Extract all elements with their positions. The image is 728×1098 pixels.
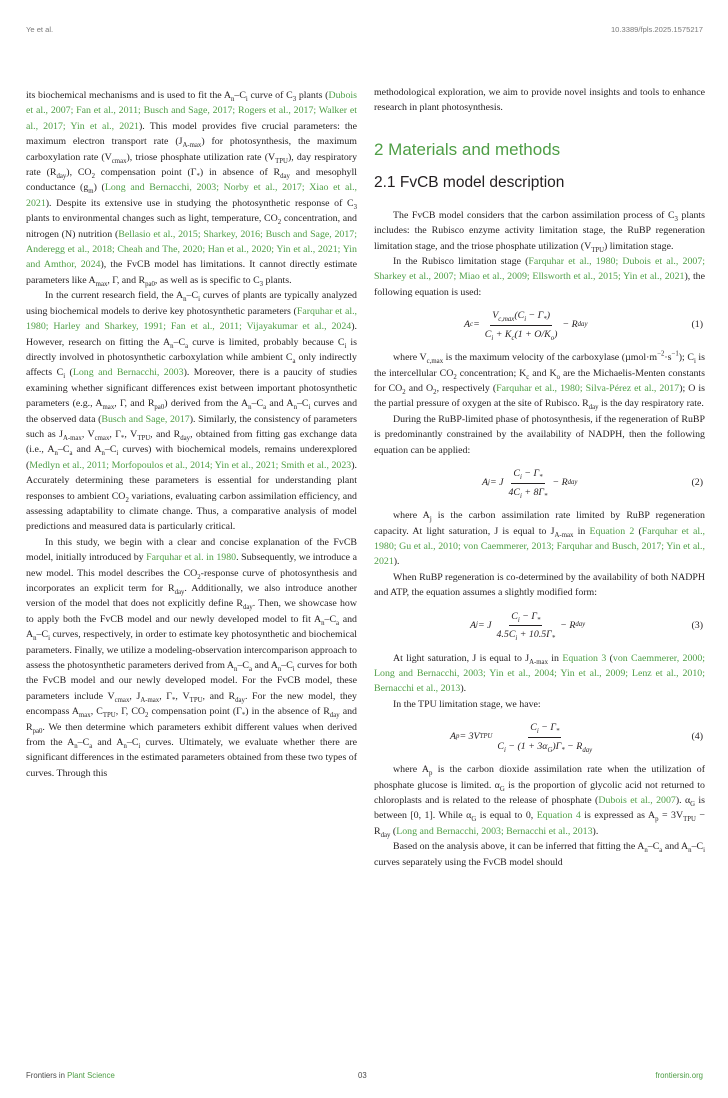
fraction — [483, 308, 560, 342]
subscript: 3 — [259, 280, 264, 288]
subscript: TPU — [683, 816, 696, 824]
fraction — [494, 609, 557, 643]
equation-body: A c = $\frac{V_{c,max}(C_i - \Gamma_*)}{C_i + K_c(1 + O/K_o)}$ − R day — [464, 310, 588, 342]
subscript: TPU — [275, 157, 288, 165]
citation-link[interactable]: Long and Bernacchi, 2003; Bernacchi et al., 2013 — [396, 825, 593, 837]
subscript: a — [69, 450, 73, 458]
subscript: pa0 — [154, 404, 165, 412]
subscript: m — [88, 188, 94, 196]
paragraph: In the current research field, the $A_n-C_i$ curves of plants are typically analyzed using biochemical models to derive key photosynthetic parameters (Farquhar et al., 1980; Harley and Sharkey, 1991; Fan et al., 2011; Vijayakumar et al., 2024). However, research on fitting the $A_n-C_a$ curve is limited, probably because $C_i$ is directly involved in photosynthetic carboxylation while ambient $C_a$ only indirectly affects $C_i$ (Long and Bernacchi, 2003). Moreover, there is a paucity of studies examining whether significant differences exist between important photosynthetic parameters (e.g., $A_{max}$, Γ, and $R_{pa0}$) derived from the $A_n-C_a$ and $A_n-C_i$ curves and the observed data (Busch and Sage, 2017). Similarly, the consistency of parameters such as $J_{A-max}$, $V_{cmax}$, $\Gamma_*$, $V_{TPU}$, and $R_{day}$, obtained from fitting gas exchange data (i.e., $A_n-C_a$ and $A_n-C_i$ curves) with biochemical models, remains underexplored (Medlyn et al., 2011; Morfopoulos et al., 2014; Yin et al., 2021; Smith et al., 2023). Accurately determining these parameters is essential for understanding plant responses to ambient $CO_2$ variations, evaluating carbon assimilation efficiency, and assessing adaptability to climate change. Thus, a comparative analysis of model predictions and measured data is particularly critical. — [26, 290, 358, 533]
subscript: a — [292, 357, 296, 365]
subscript: TPU — [591, 246, 605, 254]
citation-link[interactable]: Equation 4 — [536, 810, 581, 822]
citation-link[interactable]: Busch and Sage, 2017 — [101, 413, 190, 425]
subscript: 3 — [353, 203, 357, 211]
citation-link[interactable]: Long and Bernacchi, 2003 — [72, 367, 184, 379]
subscript: * — [561, 746, 565, 754]
subscript: a — [263, 404, 267, 412]
subscript: 2 — [91, 173, 95, 180]
subscript: max — [79, 712, 91, 720]
paragraph: When RuBP regeneration is co-determined by the availability of both NADPH and ATP, the equation assumes a slightly modified form: — [374, 571, 705, 599]
subscript: i — [536, 728, 539, 736]
citation-link[interactable]: Long and Bernacchi, 2003; Norby et al., 2017; Xiao et al., 2021 — [26, 182, 358, 209]
subscript: a — [89, 743, 93, 751]
denominator: $C_i + K_c(1 + O/K_o)$ — [484, 328, 558, 342]
subscript: G — [471, 816, 477, 824]
subscript: day — [180, 434, 191, 442]
subscript: 2 — [277, 219, 282, 227]
paragraph: where $A_p$ is the carbon dioxide assimilation rate when the utilization of phosphate glucose is limited. $\alpha_G$ is the proportion of glycolic acid not returned to chloroplasts and is related to the release of phosphate (Dubois et al., 2007). $\alpha_G$ is between [0, 1]. While $\alpha_G$ is equal to 0, Equation 4 is expressed as $A_p = 3V_{TPU} - R_{day}$ (Long and Bernacchi, 2003; Bernacchi et al., 2013). — [374, 764, 706, 839]
paragraph: where $A_j$ is the carbon assimilation rate limited by RuBP regeneration capacity. At light saturation, J is equal to $J_{A-max}$ in Equation 2 (Farquhar et al., 1980; Gu et al., 2010; von Caemmerer, 2013; Farquhar and Busch, 2017; Yin et al., 2021). — [374, 510, 706, 568]
subscript: n — [321, 619, 325, 627]
equation-body: A j = J $\frac{C_i - \Gamma_*}{4C_i + 8\Gamma_*}$ − R day — [482, 468, 578, 500]
subscript: i — [517, 616, 520, 624]
numerator: $C_i - \Gamma_*$ — [528, 720, 561, 737]
subscript: i — [504, 746, 506, 754]
subscript: TPU — [137, 434, 151, 442]
subscript: n — [74, 743, 78, 751]
subscript: i — [198, 296, 200, 304]
subscript: i — [48, 635, 50, 643]
subscript: day — [280, 173, 290, 180]
subscript: * — [172, 696, 176, 704]
denominator: $C_i - (1 + 3\alpha_G)\Gamma_* - R_{day}$ — [497, 740, 593, 754]
subscript: n — [33, 635, 37, 643]
subscript: i — [520, 474, 522, 482]
equation — [374, 607, 705, 643]
subscript: i — [344, 342, 347, 350]
subscript: n — [54, 450, 58, 458]
right-column — [374, 85, 705, 870]
subscript: o — [556, 373, 560, 381]
subscript: a — [185, 342, 189, 350]
citation-link[interactable]: von Caemmerer, 2000; Long and Bernacchi, 2003; Yin et al., 2004; Yin et al., 2009; Lenz et al., 2010; Bernacchi et al., 2013 — [374, 652, 706, 695]
citation-link[interactable]: Farquhar et al., 1980; Gu et al., 2010; von Caemmerer, 2013; Farquhar and Busch, 2017; Yin et al., 2021 — [374, 525, 706, 568]
subscript: TPU — [189, 696, 203, 704]
subscript: A-max — [554, 531, 574, 539]
subscript: n — [170, 342, 174, 350]
subscript: A-max — [140, 696, 160, 704]
subscript: TPU — [102, 712, 116, 720]
running-header-doi: 10.3389/fpls.2025.1575217 — [610, 25, 703, 34]
subscript: c,max — [426, 358, 444, 366]
fraction — [506, 466, 549, 500]
numerator: $C_i - \Gamma_*$ — [511, 466, 544, 483]
equation-number: (3) — [691, 619, 703, 631]
subscript: 3 — [674, 215, 678, 223]
subscript: A-max — [529, 658, 548, 666]
subscript: G — [499, 785, 505, 793]
running-header-authors: Ye et al. — [26, 25, 54, 34]
subscript: n — [688, 847, 692, 855]
subscript: n — [248, 404, 252, 412]
subscript: i — [308, 404, 311, 412]
equation-number: (2) — [691, 477, 703, 489]
subscript: n — [101, 450, 105, 458]
paragraph: where $V_{c,max}$ is the maximum velocity of the carboxylase $(\mu mol\cdot m^{-2}\cdot s^{-1})$; $C_i$ is the intercellular $CO_2$ concentration; $K_c$ and $K_o$ are the Michaelis-Menten constants for $CO_2$ and $O_2$, respectively (Farquhar et al., 1980; Silva-Pérez et al., 2017); O is the partial pressure of oxygen at the site of Rubisco. $R_{day}$ is the day respiratory rate. — [374, 350, 706, 412]
subscript: i — [491, 334, 494, 342]
subscript: max — [95, 280, 108, 288]
subscript: * — [543, 316, 547, 324]
subscript: i — [515, 634, 518, 642]
equation — [374, 306, 705, 342]
subscript: * — [120, 434, 125, 442]
subscript: * — [544, 492, 548, 500]
subscript: n — [234, 666, 238, 673]
subscript: o — [550, 334, 555, 342]
subscript: * — [196, 173, 200, 180]
equation-body: A p = 3V TPU $\frac{C_i - \Gamma_*}{C_i - (1 + 3\alpha_G)\Gamma_* - R_{day}}$ — [450, 722, 593, 754]
paragraph: methodological exploration, we aim to provide novel insights and tools to enhance research in plant photosynthesis. — [374, 87, 705, 114]
equation — [374, 464, 705, 500]
subscript: day — [56, 173, 67, 180]
subscript: n — [293, 404, 297, 412]
subscript: day — [380, 831, 391, 839]
subscript: * — [555, 728, 560, 736]
subscript: i — [245, 95, 248, 103]
denominator: $4.5C_i + 10.5\Gamma_*$ — [496, 628, 556, 642]
footer-journal — [26, 1071, 115, 1080]
subscript: G — [690, 800, 696, 808]
subscript: pa0 — [145, 280, 155, 288]
paragraph: In this study, we begin with a clear and concise explanation of the FvCB model, initially introduced by Farquhar et al. in 1980. Subsequently, we introduce a new model. This model describes the $CO_2$-response curve of photosynthesis and incorporates an explicit term for $R_{day}$. Additionally, we also introduce another version of the model that does not explicitly define $R_{day}$. Then, we showcase how to apply both the FvCB model and our newly developed model to fit $A_n-C_a$ and $A_n-C_i$ curves, respectively, in order to estimate key photosynthetic and biochemical parameters. Finally, we utilize a modeling-observation intercomparison approach to assess the photosynthetic parameters derived from $A_n-C_a$ and $A_n-C_i$ curves for both the FvCB model and our newly developed model. For the FvCB model, these parameters include $V_{cmax}$, $J_{A-max}$, $\Gamma_*$, $V_{TPU}$, and $R_{day}$. For the new model, they encompass $A_{max}$, $C_{TPU}$, Γ, $CO_2$ compensation point $(\Gamma_*)$ in the absence of $R_{day}$ and $R_{pa0}$. We then determine which parameters exhibit different values when derived from the $A_n-C_a$ and $A_n-C_i$ curves. Ultimately, we evaluate whether there are significant differences in the estimated parameters obtained from these two types of curves. Through this — [26, 536, 358, 779]
subscript: c — [511, 334, 515, 342]
paragraph: At light saturation, J is equal to $J_{A-max}$ in Equation 3 (von Caemmerer, 2000; Long and Bernacchi, 2003; Yin et al., 2004; Yin et al., 2009; Lenz et al., 2010; Bernacchi et al., 2013). — [374, 652, 706, 695]
subscript: n — [644, 847, 648, 855]
subscript: max — [102, 404, 115, 412]
page-number: 03 — [358, 1071, 367, 1080]
paragraph: In the Rubisco limitation stage (Farquhar et al., 1980; Dubois et al., 2007; Sharkey et al., 2007; Miao et al., 2009; Ellsworth et al., 2015; Yin et al., 2021), the following equation is used: — [374, 256, 706, 298]
subscript: * — [241, 712, 246, 720]
subscript: day — [174, 588, 185, 596]
subscript: 3 — [292, 95, 297, 103]
subscript: n — [230, 95, 235, 103]
subscript: day — [329, 712, 340, 720]
subscript: j — [429, 516, 432, 524]
paragraph: In the TPU limitation stage, we have: — [393, 698, 541, 710]
subscript: i — [292, 666, 295, 673]
subscript: cmax — [111, 157, 127, 165]
citation-link[interactable]: Equation 2 — [589, 525, 635, 537]
subscript: i — [63, 373, 66, 381]
right-blocks — [374, 208, 705, 870]
subscript: cmax — [94, 434, 110, 442]
subscript: day — [235, 696, 245, 704]
subscript: i — [520, 492, 522, 500]
superscript: −2 — [657, 350, 665, 358]
footer-journal-name: Plant Science — [67, 1071, 115, 1080]
subscript: n — [277, 666, 282, 673]
subscript: n — [183, 296, 187, 304]
citation-link[interactable]: Farquhar et al., 1980; Silva-Pérez et al., 2017 — [496, 383, 680, 395]
equation-body: A j = J $\frac{C_i - \Gamma_*}{4.5C_i + 10.5\Gamma_*}$ − R day — [470, 610, 586, 642]
fraction — [495, 720, 594, 754]
subscript: p — [655, 816, 659, 824]
subscript: A-max — [62, 434, 82, 442]
subscript: A-max — [182, 142, 202, 150]
subscript: i — [693, 358, 696, 366]
subscript: 2 — [125, 496, 129, 504]
subscript: 2 — [145, 712, 149, 720]
subscript: G — [547, 746, 553, 754]
subscript: pa0 — [32, 727, 43, 735]
subscript: * — [539, 474, 543, 482]
subsection-heading: 2.1 FvCB model description — [374, 173, 565, 191]
citation-link[interactable]: Equation 3 — [562, 652, 607, 664]
equation-number: (4) — [691, 731, 703, 743]
subscript: i — [703, 847, 705, 855]
subscript: i — [138, 743, 141, 751]
subscript: 2 — [433, 389, 437, 397]
subscript: a — [336, 619, 340, 627]
subscript: n — [123, 743, 127, 751]
paragraph: its biochemical mechanisms and is used to fit the $A_n-C_i$ curve of $C_3$ plants (Dubois et al., 2007; Fan et al., 2011; Busch and Sage, 2017; Rogers et al., 2017; Walker et al., 2017; Yin et al., 2021). This model provides five crucial parameters: the maximum electron transport rate $(J_{A-max})$ for photosynthesis, the maximum carboxylation rate $(V_{cmax})$, triose phosphate utilization rate $(V_{TPU})$, day respiratory rate $(R_{day})$, $CO_2$ compensation point $(\Gamma_*)$ in absence of $R_{day}$ and mesophyll conductance $(g_m)$ (Long and Bernacchi, 2003; Norby et al., 2017; Xiao et al., 2021). Despite its extensive use in studying the photosynthetic response of $C_3$ plants to environmental changes such as light, temperature, $CO_2$ concentration, and nitrogen (N) nutrition (Bellasio et al., 2015; Sharkey, 2016; Busch and Sage, 2017; Anderegg et al., 2018; Cheah and The, 2020; Han et al., 2020; Yin et al., 2021; Yin and Amthor, 2024), the FvCB model has limitations. It cannot directly estimate parameters like $A_{max}$, Γ, and $R_{pa0}$, as well as is specific to $C_3$ plants. — [26, 90, 358, 288]
subscript: c — [526, 373, 530, 381]
subscript: p — [429, 770, 433, 778]
subscript: a — [659, 847, 663, 855]
equation — [374, 718, 705, 754]
left-column — [26, 88, 357, 781]
citation-link[interactable]: Farquhar et al., 1980; Dubois et al., 2007; Sharkey et al., 2007; Miao et al., 2009; Ellsworth et al., 2015; Yin et al., 2021 — [374, 256, 706, 283]
subscript: 2 — [402, 389, 406, 397]
paragraph: Based on the analysis above, it can be inferred that fitting the $A_n-C_a$ and $A_n-C_i$ curves separately using the FvCB model should — [374, 841, 705, 868]
paragraph: The FvCB model considers that the carbon assimilation process of $C_3$ plants includes: the Rubisco enzyme activity limitation stage, the RuBP regeneration limitation stage, and the triose phosphate utilization $(V_{TPU})$ limitation stage. — [374, 209, 705, 254]
subscript: 2 — [453, 373, 457, 381]
subscript: day — [582, 746, 593, 754]
subscript: c,max — [498, 316, 515, 324]
citation-link[interactable]: Bellasio et al., 2015; Sharkey, 2016; Busch and Sage, 2017; Anderegg et al., 2018; Cheah and The, 2020; Han et al., 2020; Yin et al., 2021; Yin and Amthor, 2024 — [26, 228, 357, 271]
superscript: −1 — [671, 350, 679, 358]
citation-link[interactable]: Dubois et al., 2007 — [598, 794, 676, 806]
citation-link[interactable]: Dubois et al., 2007; Fan et al., 2011; Busch and Sage, 2017; Rogers et al., 2017; Walker et al., 2017; Yin et al., 2021 — [26, 90, 357, 132]
subscript: i — [116, 450, 119, 458]
subscript: * — [536, 616, 541, 624]
citation-link[interactable]: Medlyn et al., 2011; Morfopoulos et al., 2014; Yin et al., 2021; Smith et al., 2023 — [29, 459, 352, 471]
numerator: $C_i - \Gamma_*$ — [509, 609, 542, 626]
subscript: day — [242, 604, 253, 612]
citation-link[interactable]: Farquhar et al., 1980; Harley and Sharkey, 1991; Fan et al., 2011; Vijayakumar et al., 2024 — [26, 305, 358, 333]
subscript: a — [248, 666, 252, 673]
citation-link[interactable]: Farquhar et al. in 1980 — [146, 552, 237, 564]
numerator: $V_{c,max}(C_i - \Gamma_*)$ — [490, 308, 552, 325]
subscript: day — [588, 404, 599, 412]
equation-number: (1) — [691, 319, 703, 331]
footer-site-link[interactable]: frontiersin.org — [655, 1071, 703, 1080]
subscript: * — [551, 634, 556, 642]
denominator: $4C_i + 8\Gamma_*$ — [508, 486, 548, 500]
footer-journal-prefix: Frontiers in — [26, 1071, 68, 1080]
paragraph: During the RuBP-limited phase of photosynthesis, if the regeneration of RuBP is predominantly constrained by the availability of NADPH, then the following equation can be applied: — [374, 413, 705, 456]
section-heading: 2 Materials and methods — [374, 139, 561, 159]
subscript: cmax — [114, 696, 130, 704]
subscript: 2 — [197, 573, 201, 581]
subscript: i — [524, 316, 527, 324]
